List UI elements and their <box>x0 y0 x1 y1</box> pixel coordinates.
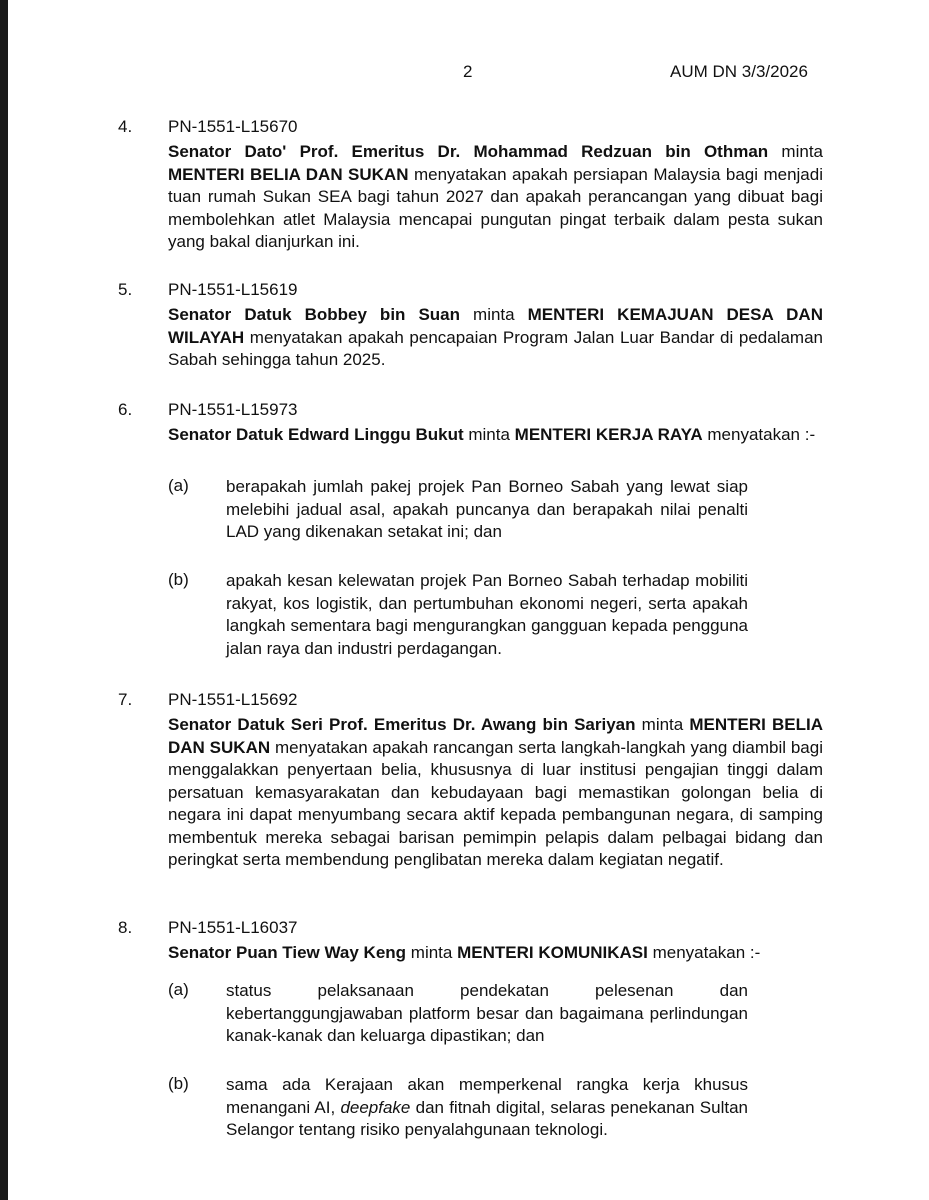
sub-text-italic: deepfake <box>340 1097 411 1117</box>
minister-name: MENTERI KEMAJUAN DESA DAN WILAYAH <box>168 305 823 347</box>
question-code: PN-1551-L16037 <box>168 918 298 937</box>
item-number: 8. <box>118 918 133 937</box>
connector-text: minta <box>768 142 823 161</box>
senator-name: Senator Datuk Seri Prof. Emeritus Dr. Awang bin Sariyan <box>168 715 636 734</box>
question-code: PN-1551-L15619 <box>168 280 298 299</box>
minister-name: MENTERI BELIA DAN SUKAN <box>168 164 409 184</box>
question-text: menyatakan :- <box>647 943 761 962</box>
sub-label: (b) <box>168 1074 189 1093</box>
minister-name: MENTERI BELIA DAN SUKAN <box>168 715 823 757</box>
sub-text-part: sama ada Kerajaan akan memperkenal rangka kerja khusus menangani AI, <box>226 1075 748 1117</box>
scan-left-edge <box>0 0 8 1200</box>
sub-label: (a) <box>168 476 189 495</box>
question-text: menyatakan apakah pencapaian Program Jalan Luar Bandar di pedalaman Sabah sehingga tahun 2025. <box>168 327 823 369</box>
question-body <box>168 714 823 872</box>
connector-text: minta <box>463 425 515 444</box>
sub-text: berapakah jumlah pakej projek Pan Borneo Sabah yang lewat siap melebihi jadual asal, apakah puncanya dan berapakah nilai penalti LAD yang dikenakan setakat ini; dan <box>226 477 748 541</box>
document-page <box>8 0 929 1200</box>
item-number: 4. <box>118 117 133 136</box>
sub-text: apakah kesan kelewatan projek Pan Borneo Sabah terhadap mobiliti rakyat, kos logistik, dan pertumbuhan ekonomi negeri, serta apakah langkah sementara bagi mengurangkan gangguan kepada pengguna jalan raya dan industri perdagangan. <box>226 571 748 658</box>
senator-name: Senator Puan Tiew Way Keng <box>168 943 407 962</box>
minister-name: MENTERI KOMUNIKASI <box>457 943 648 962</box>
item-number: 6. <box>118 400 133 419</box>
question-body <box>168 942 823 965</box>
connector-text: minta <box>460 305 528 324</box>
question-body <box>168 304 823 372</box>
sub-label: (b) <box>168 570 189 589</box>
sub-text-part: dan fitnah digital, selaras penekanan Sultan Selangor tentang risiko penyalahgunaan teknologi. <box>226 1097 748 1139</box>
question-code: PN-1551-L15973 <box>168 400 298 419</box>
question-code: PN-1551-L15692 <box>168 690 298 709</box>
question-text: menyatakan :- <box>702 425 816 444</box>
sub-text <box>226 1074 748 1142</box>
senator-name: Senator Datuk Bobbey bin Suan <box>168 305 461 324</box>
question-body <box>168 424 823 447</box>
question-text: menyatakan apakah rancangan serta langkah-langkah yang diambil bagi menggalakkan penyertaan belia, khususnya di luar institusi pengajian tinggi dalam persatuan kemasyarakatan dan kebudayaan bagi memastikan golongan belia di negara ini dapat menyumbang secara aktif kepada pembangunan negara, di samping membentuk mereka sebagai barisan pemimpin pelapis dalam pelbagai bidang dan peringkat serta membendung penglibatan mereka dalam kegiatan negatif. <box>168 737 823 869</box>
senator-name: Senator Datuk Edward Linggu Bukut <box>168 425 464 444</box>
item-number: 5. <box>118 280 133 299</box>
senator-name: Senator Dato' Prof. Emeritus Dr. Mohammad Redzuan bin Othman <box>168 142 769 161</box>
item-number: 7. <box>118 690 133 709</box>
connector-text: minta <box>406 943 458 962</box>
question-body <box>168 141 823 254</box>
sub-text: status pelaksanaan pendekatan pelesenan dan kebertanggungjawaban platform besar dan bagaimana perlindungan kanak-kanak dan keluarga dipastikan; dan <box>226 981 748 1045</box>
question-code: PN-1551-L15670 <box>168 117 298 136</box>
connector-text: minta <box>635 715 690 734</box>
page-number: 2 <box>463 62 473 81</box>
sub-label: (a) <box>168 980 189 999</box>
minister-name: MENTERI KERJA RAYA <box>514 425 703 444</box>
document-reference: AUM DN 3/3/2026 <box>670 62 808 81</box>
question-text: menyatakan apakah persiapan Malaysia bagi menjadi tuan rumah Sukan SEA bagi tahun 2027 dan apakah perancangan yang dibuat bagi membolehkan atlet Malaysia mencapai pungutan pingat terbaik dalam pesta sukan yang bakal dianjurkan ini. <box>168 164 823 251</box>
